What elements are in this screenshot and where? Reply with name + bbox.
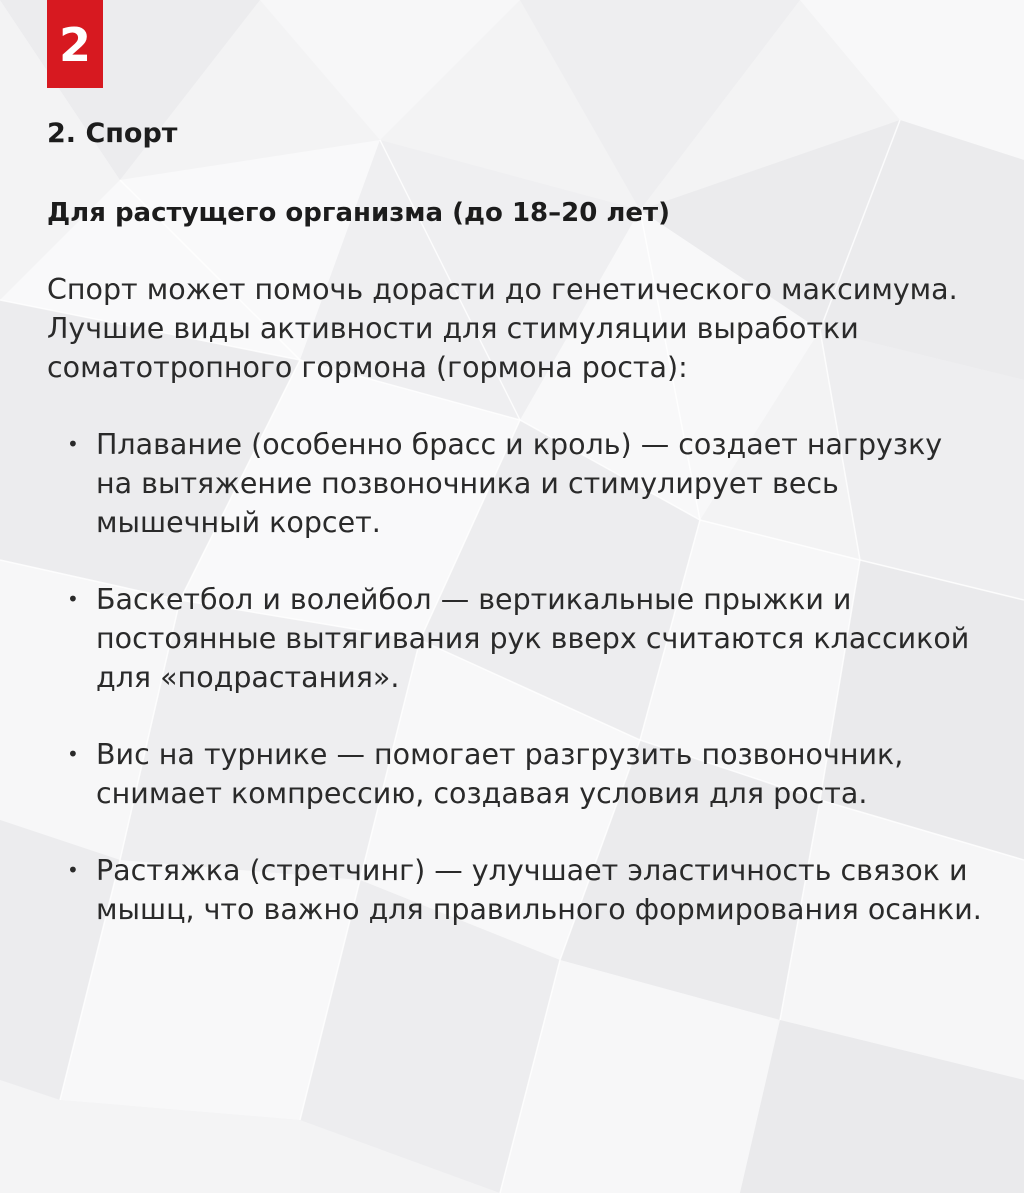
slide-number-badge: 2 — [47, 0, 103, 88]
list-item-stretching — [47, 851, 987, 929]
list-item-pullup-bar — [47, 735, 987, 813]
bullet-icon: • — [67, 742, 79, 766]
list-item-swimming — [47, 425, 987, 542]
section-subtitle: Для растущего организма (до 18–20 лет) — [47, 198, 670, 228]
list-item-text: Растяжка (стретчинг) — улучшает эластичность связок и мышц, что важно для правильного формирования осанки. — [96, 854, 982, 926]
section-title: 2. Спорт — [47, 118, 178, 149]
list-item-text: Вис на турнике — помогает разгрузить позвоночник, снимает компрессию, создавая условия для роста. — [96, 738, 904, 810]
bullet-icon: • — [67, 858, 79, 882]
intro-paragraph: Спорт может помочь дорасти до генетического максимума. Лучшие виды активности для стимуляции выработки соматотропного гормона (гормона роста): — [47, 273, 958, 384]
list-item-basketball — [47, 580, 987, 697]
activity-list — [47, 425, 987, 967]
bullet-icon: • — [67, 432, 79, 456]
bullet-icon: • — [67, 587, 79, 611]
list-item-text: Плавание (особенно брасс и кроль) — создает нагрузку на вытяжение позвоночника и стимулирует весь мышечный корсет. — [96, 428, 943, 539]
list-item-text: Баскетбол и волейбол — вертикальные прыжки и постоянные вытягивания рук вверх считаются классикой для «подрастания». — [96, 583, 970, 694]
